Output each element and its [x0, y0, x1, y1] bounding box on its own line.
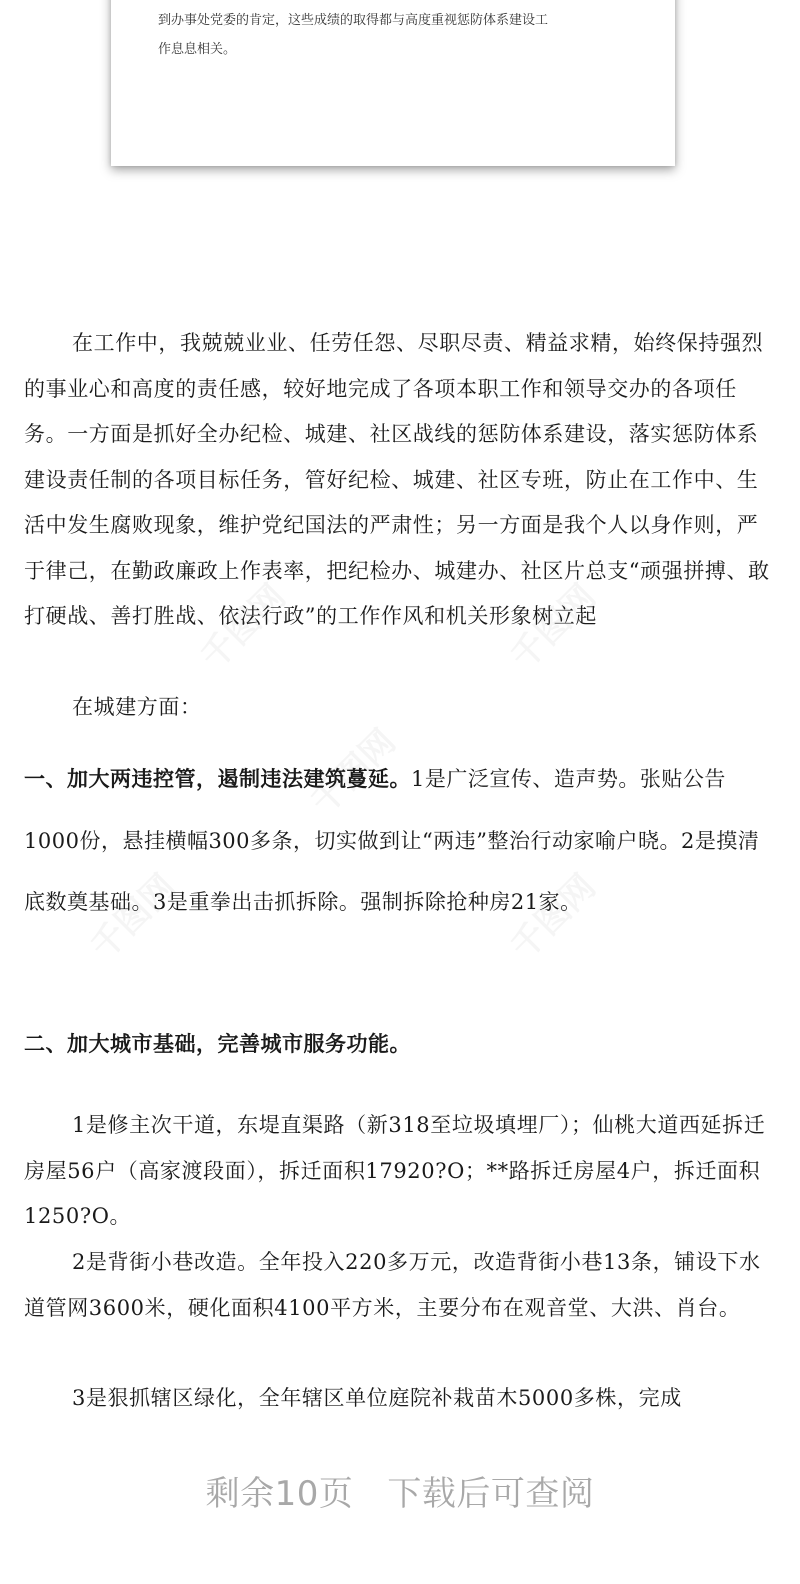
intro-paragraph: 在工作中，我兢兢业业、任劳任怨、尽职尽责、精益求精，始终保持强烈的事业心和高度的责任感，较好地完成了各项本职工作和领导交办的各项任务。一方面是抓好全办纪检、城建、社区战线的惩防体系建设，落实惩防体系建设责任制的各项目标任务，管好纪检、城建、社区专班，防止在工作中、生活中发生腐败现象，维护党纪国法的严肃性；另一方面是我个人以身作则，严于律己，在勤政廉政上作表率，把纪检办、城建办、社区片总支“顽强拼搏、敢打硬战、善打胜战、依法行政”的工作作风和机关形象树立起 [24, 331, 770, 628]
section-2-paragraph-3: 3是狠抓辖区绿化，全年辖区单位庭院补栽苗木5000多株，完成 [72, 1386, 682, 1410]
remaining-pages-banner[interactable] [0, 1466, 800, 1515]
watermark: 千图网 [503, 576, 604, 678]
card-line-1: 到办事处党委的肯定，这些成绩的取得都与高度重视惩防体系建设工 [158, 13, 549, 28]
download-to-view-text: 下载后可查阅 [387, 1474, 595, 1514]
city-construction-heading: 在城建方面： [72, 695, 202, 719]
card-text [158, 6, 648, 64]
section-2-paragraph-2: 2是背街小巷改造。全年投入220多万元，改造背街小巷13条，铺设下水道管网3600米，硬化面积4100平方米，主要分布在观音堂、大洪、肖台。 [24, 1250, 761, 1320]
watermark: 千图网 [303, 721, 404, 823]
card-line-2: 作息息相关。 [158, 42, 237, 57]
section-2-title: 二、加大城市基础，完善城市服务功能。 [24, 1032, 411, 1056]
section-1-title: 一、加大两违控管，遏制违法建筑蔓延。 [24, 767, 411, 791]
page-preview-card [111, 0, 675, 166]
section-1-text: 1是广泛宣传、造声势。张贴公告1000份，悬挂横幅300多条，切实做到让“两违”整治行动家喻户晓。2是摸清底数奠基础。3是重拳出击抓拆除。强制拆除抢种房21家。 [24, 767, 760, 914]
watermark: 千图网 [503, 866, 604, 968]
watermark: 千图网 [83, 866, 184, 968]
section-2-paragraph-1: 1是修主次干道，东堤直渠路（新318至垃圾填埋厂）；仙桃大道西延拆迁房屋56户（高家渡段面），拆迁面积17920?O；**路拆迁房屋4户，拆迁面积1250?O。 [24, 1113, 766, 1228]
section-1 [24, 749, 776, 934]
watermark: 千图网 [193, 576, 294, 678]
remaining-pages-text: 剩余10页 [205, 1474, 354, 1514]
